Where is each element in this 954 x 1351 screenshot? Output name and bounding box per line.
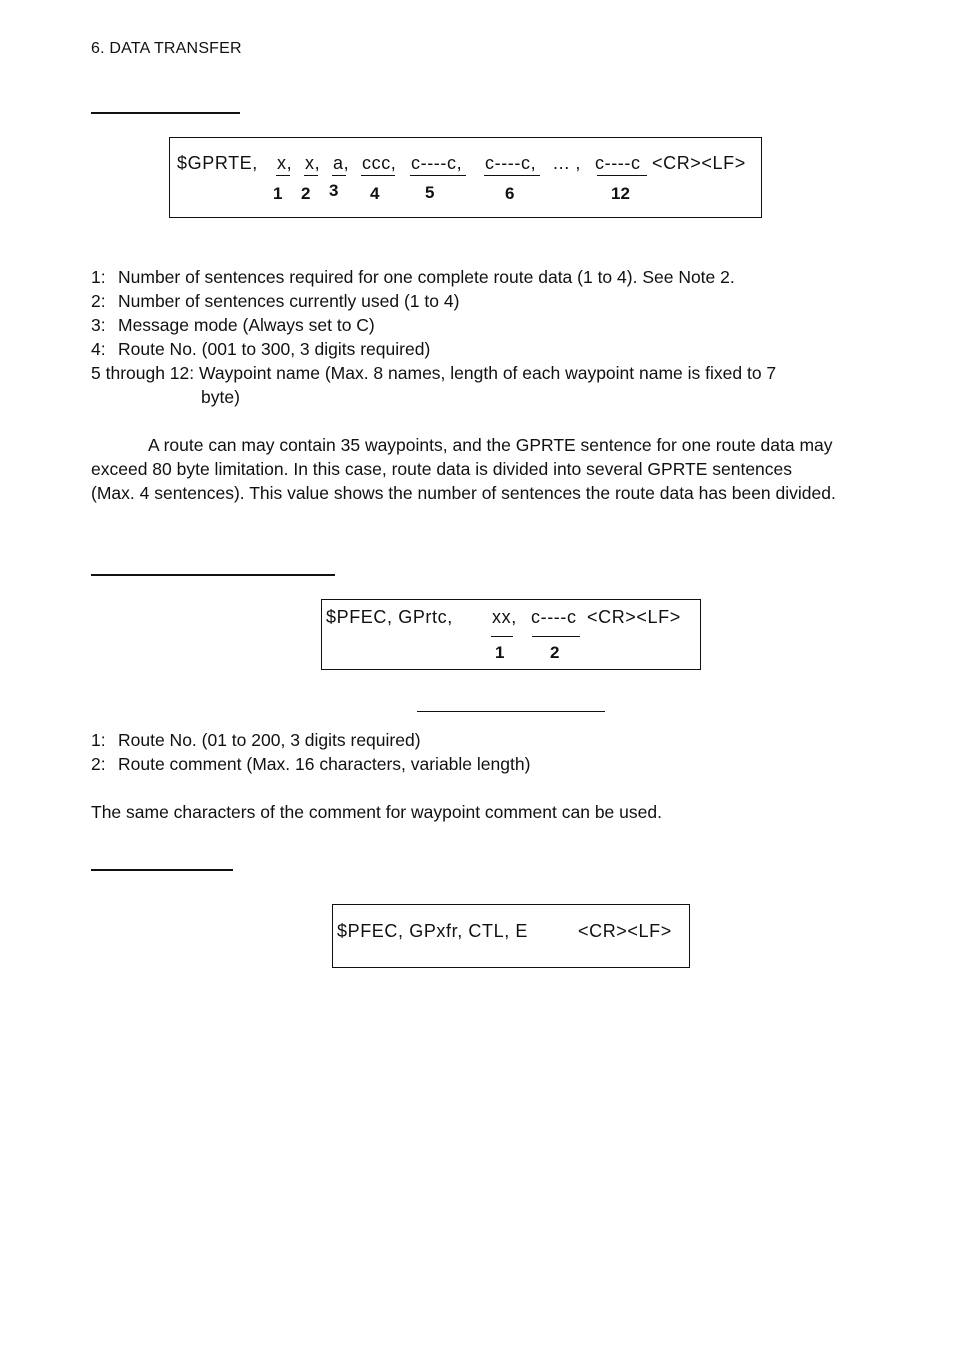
note-paragraph: A route can may contain 35 waypoints, and the GPRTE sentence for one route data may exceed 80 byte limitation. In this case, route data is divided into several GPRTE sentences (Max. 4 sentences). This value shows the number of sentences the route data has been divided. [91,435,836,503]
list-item: 1: Number of sentences required for one complete route data (1 to 4). See Note 2. [91,267,735,287]
gprte-underline-12 [597,175,647,176]
gprtc-sentence-box [321,599,701,670]
gprtc-underline-2 [532,636,580,637]
gprte-number-6: 6 [505,184,515,203]
list-item: 2: Number of sentences currently used (1 to 4) [91,291,460,311]
section-heading-rule [91,574,335,576]
gprtc-field-2: c----c [531,607,577,627]
gprtc-underline-1 [491,636,513,637]
gprte-sentence-box [169,137,762,218]
list-item: 1: Route No. (01 to 200, 3 digits required) [91,730,421,750]
gprte-number-1: 1 [273,184,283,203]
section-heading-rule [91,112,240,114]
gprte-terminator: <CR><LF> [652,153,746,173]
gprte-field-5: c----c, [411,153,463,173]
gprte-ellipsis: ... , [553,153,582,173]
gprte-field-12: c----c [595,153,641,173]
gprte-prefix: $GPRTE, [177,153,258,173]
caption-rule [417,711,605,712]
gprte-field-6: c----c, [485,153,537,173]
gprtc-prefix: $PFEC, GPrtc, [326,607,453,627]
list-item-continuation: byte) [201,387,240,407]
gprte-underline-4 [361,175,395,176]
gpxfr-terminator: <CR><LF> [578,921,672,941]
gprte-underline-3 [332,175,346,176]
section-heading-rule [91,869,233,871]
gprte-number-5: 5 [425,183,435,202]
gprte-underline-5 [410,175,466,176]
gprte-number-4: 4 [370,184,380,203]
gprtc-number-2: 2 [550,643,560,662]
gprte-field-2: x, [305,153,321,173]
list-item: 2: Route comment (Max. 16 characters, variable length) [91,754,531,774]
page-header: 6. DATA TRANSFER [91,40,242,57]
gprte-underline-6 [484,175,540,176]
gprte-field-4: ccc, [362,153,397,173]
gpxfr-sentence: $PFEC, GPxfr, CTL, E [337,921,529,941]
gprte-number-12: 12 [611,184,630,203]
list-item: 5 through 12: Waypoint name (Max. 8 names, length of each waypoint name is fixed to 7 [91,363,777,383]
gprte-underline-2 [304,175,318,176]
list-item: 4: Route No. (001 to 300, 3 digits required) [91,339,431,359]
gprtc-terminator: <CR><LF> [587,607,681,627]
gprte-field-3: a, [333,153,350,173]
gprtc-field-1: xx, [492,607,517,627]
gprte-number-2: 2 [301,184,311,203]
gprtc-number-1: 1 [495,643,505,662]
list-item: 3: Message mode (Always set to C) [91,315,375,335]
gprte-number-3: 3 [329,181,339,200]
gpxfr-sentence-box [332,904,690,968]
gprte-field-1: x, [277,153,293,173]
comment-note: The same characters of the comment for waypoint comment can be used. [91,802,662,822]
gprte-underline-1 [276,175,290,176]
